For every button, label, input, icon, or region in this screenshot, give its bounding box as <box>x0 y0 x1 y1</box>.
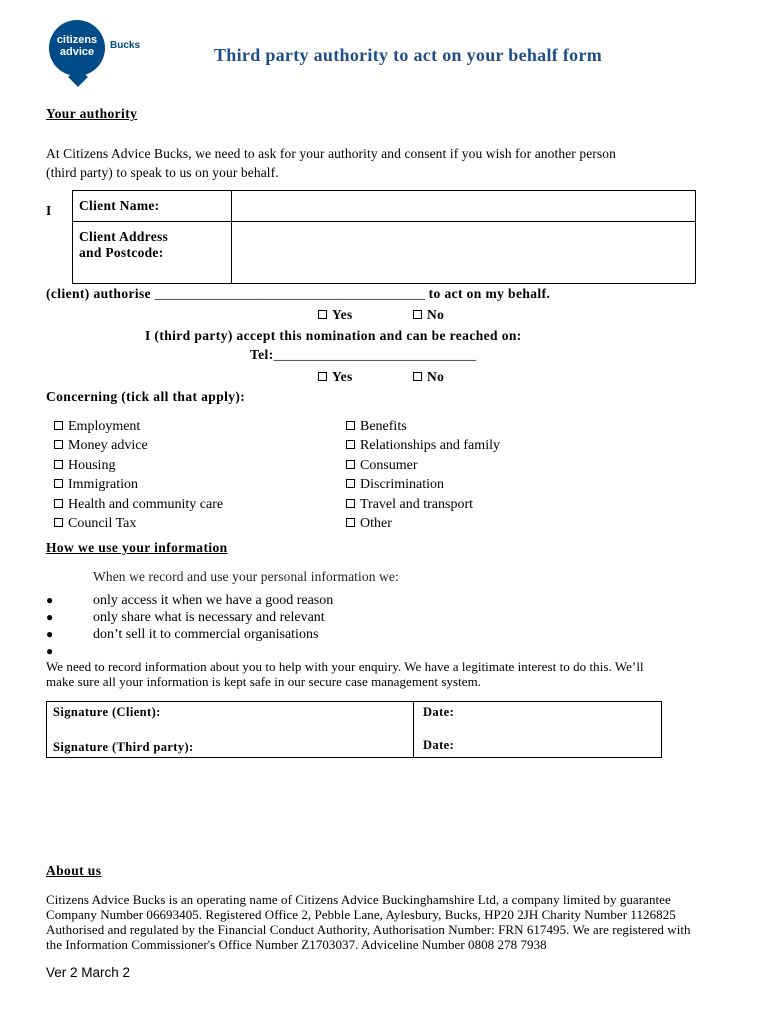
client-address-label-1: Client Address <box>79 229 169 244</box>
i-label: I <box>46 203 52 218</box>
concerning-right-list <box>346 417 500 533</box>
bullet-dot: ● <box>46 593 54 607</box>
client-name-label: Client Name: <box>79 198 160 213</box>
concern-checkbox[interactable] <box>54 499 63 508</box>
concern-option[interactable] <box>346 436 500 455</box>
authorise-prefix: (client) authorise <box>46 286 152 301</box>
authorise-line <box>46 286 550 302</box>
info-bullet: only access it when we have a good reason <box>93 593 334 608</box>
concern-checkbox[interactable] <box>54 460 63 469</box>
concern-checkbox[interactable] <box>346 440 355 449</box>
about-line: Citizens Advice Bucks is an operating name of Citizens Advice Buckinghamshire Ltd, a company limited by guarantee <box>46 892 671 907</box>
concern-option[interactable] <box>346 495 500 514</box>
no-option-2[interactable] <box>413 369 444 385</box>
concern-checkbox[interactable] <box>54 479 63 488</box>
concern-label: Discrimination <box>360 477 444 493</box>
client-address-field[interactable] <box>233 222 695 283</box>
concern-option[interactable] <box>54 417 223 436</box>
authorise-suffix: to act on my behalf. <box>428 286 551 301</box>
citizens-advice-logo <box>49 20 105 76</box>
client-details-table <box>72 190 696 284</box>
concern-label: Consumer <box>360 457 418 473</box>
signature-table <box>46 701 662 758</box>
no-label-2: No <box>427 369 445 384</box>
about-heading: About us <box>46 863 102 878</box>
form-title: Third party authority to act on your behalf form <box>214 45 603 65</box>
concern-checkbox[interactable] <box>346 518 355 527</box>
info-bullet: only share what is necessary and relevant <box>93 610 325 625</box>
concern-checkbox[interactable] <box>54 518 63 527</box>
concern-option[interactable] <box>346 417 500 436</box>
concerning-heading: Concerning (tick all that apply): <box>46 389 246 404</box>
info-para-line-2: make sure all your information is kept safe in our secure case management system. <box>46 674 482 689</box>
concern-label: Council Tax <box>68 516 137 532</box>
concern-label: Other <box>360 516 392 532</box>
concern-label: Immigration <box>68 477 138 493</box>
tel-blank-field[interactable]: ______________________________ <box>273 347 477 362</box>
yes-option-1[interactable] <box>318 307 353 323</box>
authority-intro-line-2: (third party) to speak to us on your behalf. <box>46 165 279 180</box>
concern-checkbox[interactable] <box>54 421 63 430</box>
client-address-label-2: and Postcode: <box>79 245 164 260</box>
concern-label: Benefits <box>360 419 407 434</box>
no-checkbox-2[interactable] <box>413 372 422 381</box>
about-line: the Information Commissioner's Office Number Z1703037. Adviceline Number 0808 278 7938 <box>46 937 547 952</box>
concern-checkbox[interactable] <box>346 421 355 430</box>
concern-option[interactable] <box>54 495 223 514</box>
logo-branch: Bucks <box>110 40 141 51</box>
info-para-line-1: We need to record information about you to help with your enquiry. We have a legitimate interest to do this. We’ll <box>46 659 644 674</box>
logo-line-2: advice <box>59 46 95 58</box>
concern-option[interactable] <box>54 456 223 475</box>
authorise-blank-field[interactable]: ________________________________________ <box>154 286 425 301</box>
about-line: Company Number 06693405. Registered Office 2, Pebble Lane, Aylesbury, Bucks, HP20 2JH Charity Number 1126825 <box>46 907 676 922</box>
signature-third-party-label: Signature (Third party): <box>53 740 194 754</box>
concern-option[interactable] <box>54 436 223 455</box>
signature-client-label: Signature (Client): <box>53 705 161 719</box>
authority-intro-line-1: At Citizens Advice Bucks, we need to ask for your authority and consent if you wish for another person <box>46 146 616 161</box>
concern-option[interactable] <box>346 475 500 494</box>
no-option-1[interactable] <box>413 307 444 323</box>
concern-label: Health and community care <box>68 496 224 512</box>
tel-label: Tel: <box>250 347 274 362</box>
version-label: Ver 2 March 2 <box>46 965 131 980</box>
concern-label: Relationships and family <box>360 438 500 454</box>
concern-option[interactable] <box>346 514 500 533</box>
bullet-dot: ● <box>46 610 54 624</box>
concern-label: Travel and transport <box>360 496 474 512</box>
bullet-dot: ● <box>46 644 54 658</box>
concern-option[interactable] <box>54 475 223 494</box>
yes-label-1: Yes <box>332 307 353 322</box>
no-checkbox-1[interactable] <box>413 310 422 319</box>
yes-option-2[interactable] <box>318 369 353 385</box>
logo-line-1: citizens <box>56 34 98 46</box>
no-label-1: No <box>427 307 445 322</box>
concern-label: Housing <box>68 457 116 473</box>
your-authority-heading: Your authority <box>46 106 138 121</box>
concern-checkbox[interactable] <box>346 479 355 488</box>
yes-label-2: Yes <box>332 369 353 384</box>
accept-nomination-text: I (third party) accept this nomination and can be reached on: <box>145 328 522 343</box>
concern-option[interactable] <box>346 456 500 475</box>
client-name-field[interactable] <box>233 191 695 221</box>
yes-checkbox-2[interactable] <box>318 372 327 381</box>
concern-label: Money advice <box>68 438 148 454</box>
yes-checkbox-1[interactable] <box>318 310 327 319</box>
info-heading: How we use your information <box>46 540 228 555</box>
tel-line <box>250 347 476 363</box>
concern-checkbox[interactable] <box>54 440 63 449</box>
concern-checkbox[interactable] <box>346 499 355 508</box>
info-intro: When we record and use your personal information we: <box>93 569 399 584</box>
info-bullet: don’t sell it to commercial organisations <box>93 627 319 642</box>
concern-checkbox[interactable] <box>346 460 355 469</box>
bullet-dot: ● <box>46 627 54 641</box>
concern-option[interactable] <box>54 514 223 533</box>
date-label-1: Date: <box>423 705 455 719</box>
concerning-left-list <box>54 417 223 533</box>
date-label-2: Date: <box>423 738 455 752</box>
concern-label: Employment <box>68 419 141 434</box>
about-line: Authorised and regulated by the Financial Conduct Authority, Authorisation Number: FRN 617495. We are registered with <box>46 922 691 937</box>
